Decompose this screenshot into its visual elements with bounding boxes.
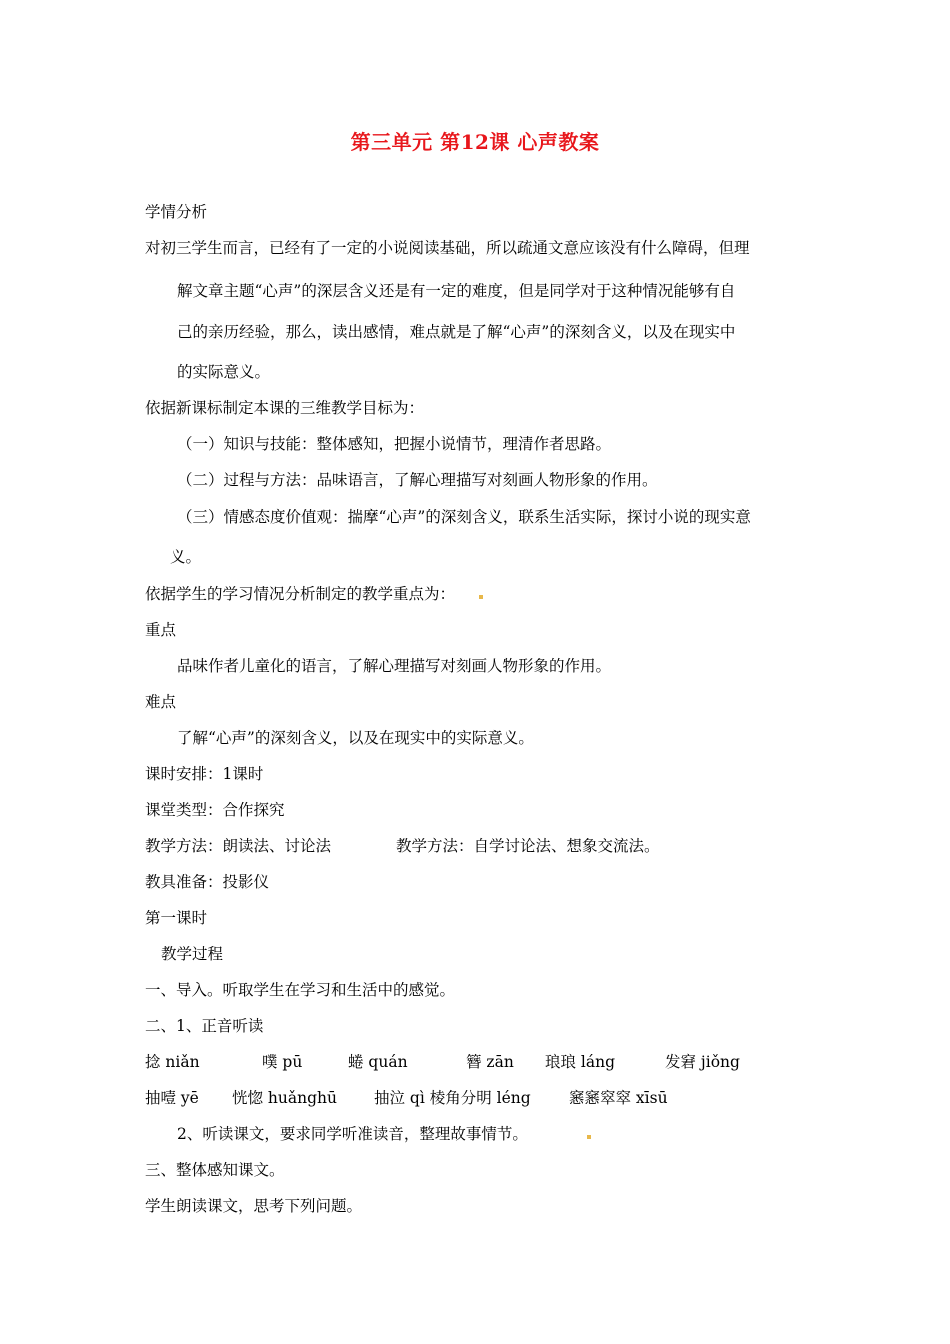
step-line: 三、整体感知课文。	[145, 1161, 285, 1179]
mark-dot	[479, 595, 483, 599]
tools-line: 教具准备：投影仪	[145, 873, 270, 891]
objective-item: （二）过程与方法：品味语言，了解心理描写对刻画人物形象的作用。	[177, 471, 658, 489]
lesson-heading: 第一课时	[145, 909, 208, 927]
pinyin-item: 琅琅 láng	[545, 1053, 616, 1071]
paragraph-line: 品味作者儿童化的语言，了解心理描写对刻画人物形象的作用。	[177, 657, 612, 675]
heading-difficulty: 难点	[145, 693, 177, 711]
step-line: 一、导入。听取学生在学习和生活中的感觉。	[145, 981, 456, 999]
objective-item: （一）知识与技能：整体感知，把握小说情节，理清作者思路。	[177, 435, 612, 453]
step-line: 二、1、正音听读	[145, 1017, 264, 1035]
heading-analysis: 学情分析	[145, 203, 208, 221]
paragraph-line: 对初三学生而言，已经有了一定的小说阅读基础，所以疏通文意应该没有什么障碍，但理	[145, 239, 750, 257]
document-title: 第三单元 第12课 心声教案	[350, 130, 600, 154]
class-type-line: 课堂类型：合作探究	[145, 801, 285, 819]
paragraph-line: 了解“心声”的深刻含义，以及在现实中的实际意义。	[177, 729, 534, 747]
pinyin-item: 捻 niǎn	[145, 1053, 200, 1071]
paragraph-line: 依据学生的学习情况分析制定的教学重点为：	[145, 585, 456, 603]
pinyin-item: 恍惚 huǎnghū	[232, 1089, 338, 1107]
pinyin-item: 窸窸窣窣 xīsū	[569, 1089, 668, 1107]
process-heading: 教学过程	[161, 945, 224, 963]
pinyin-item: 噗 pū	[262, 1053, 303, 1071]
pinyin-item: 发窘 jiǒng	[665, 1053, 740, 1071]
paragraph-line: 依据新课标制定本课的三维教学目标为：	[145, 399, 425, 417]
pinyin-item: 抽泣 qì 棱角分明 léng	[374, 1089, 531, 1107]
heading-key-point: 重点	[145, 621, 177, 639]
method-line: 教学方法：朗读法、讨论法	[145, 837, 332, 855]
paragraph-line: 解文章主题“心声”的深层含义还是有一定的难度，但是同学对于这种情况能够有自	[177, 282, 736, 300]
paragraph-line: 的实际意义。	[177, 363, 271, 381]
pinyin-item: 蜷 quán	[348, 1053, 408, 1071]
pinyin-item: 簪 zān	[466, 1053, 514, 1071]
paragraph-line: 己的亲历经验，那么，读出感情，难点就是了解“心声”的深刻含义，以及在现实中	[177, 323, 736, 341]
step-line: 2、听读课文，要求同学听准读音，整理故事情节。	[177, 1125, 528, 1143]
pinyin-item: 抽噎 yē	[145, 1089, 199, 1107]
mark-dot	[587, 1135, 591, 1139]
objective-item: （三）情感态度价值观：揣摩“心声”的深刻含义，联系生活实际，探讨小说的现实意	[177, 508, 751, 526]
objective-item-continued: 义。	[170, 548, 202, 566]
step-line: 学生朗读课文，思考下列问题。	[145, 1197, 363, 1215]
schedule-line: 课时安排：1课时	[145, 765, 264, 783]
method-line-2: 教学方法：自学讨论法、想象交流法。	[396, 837, 660, 855]
